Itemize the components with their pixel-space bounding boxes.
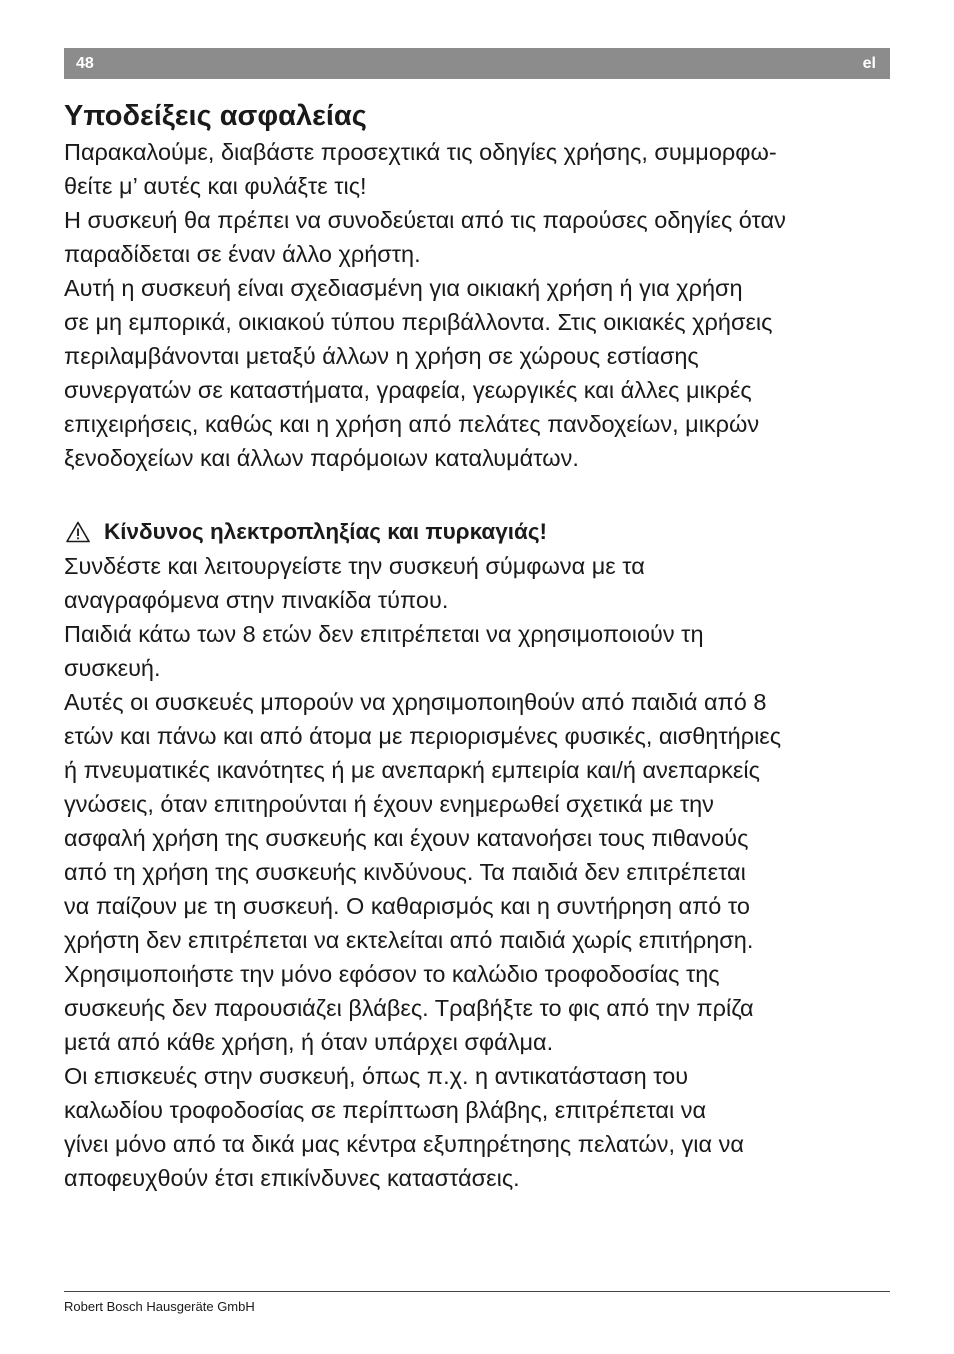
- page-content: [64, 97, 894, 1195]
- page-number: 48: [76, 55, 94, 72]
- text-line: Αυτή η συσκευή είναι σχεδιασμένη για οικιακή χρήση ή για χρήση: [64, 275, 743, 301]
- warning-heading: [64, 515, 894, 549]
- text-line: Χρησιμοποιήστε την μόνο εφόσον το καλώδιο τροφοδοσίας της: [64, 961, 720, 987]
- text-line: Αυτές οι συσκευές μπορούν να χρησιμοποιηθούν από παιδιά από 8: [64, 689, 767, 715]
- warning-triangle-icon: [66, 521, 90, 543]
- text-line: χρήστη δεν επιτρέπεται να εκτελείται από παιδιά χωρίς επιτήρηση.: [64, 927, 754, 953]
- footer-company: Robert Bosch Hausgeräte GmbH: [64, 1299, 255, 1314]
- text-line: Παρακαλούμε, διαβάστε προσεχτικά τις οδηγίες χρήσης, συμμορφω-: [64, 139, 777, 165]
- language-code: el: [862, 55, 876, 72]
- text-line: από τη χρήση της συσκευής κινδύνους. Τα παιδιά δεν επιτρέπεται: [64, 859, 746, 885]
- text-line: επιχειρήσεις, καθώς και η χρήση από πελάτες πανδοχείων, μικρών: [64, 411, 760, 437]
- text-line: Παιδιά κάτω των 8 ετών δεν επιτρέπεται να χρησιμοποιούν τη: [64, 621, 704, 647]
- text-line: περιλαμβάνονται μεταξύ άλλων η χρήση σε χώρους εστίασης: [64, 343, 699, 369]
- text-line: Συνδέστε και λειτουργείστε την συσκευή σύμφωνα με τα: [64, 553, 645, 579]
- section-spacer: [64, 475, 894, 515]
- footer-divider: [64, 1291, 890, 1292]
- text-line: αποφευχθούν έτσι επικίνδυνες καταστάσεις.: [64, 1165, 520, 1191]
- text-line: καλωδίου τροφοδοσίας σε περίπτωση βλάβης, επιτρέπεται να: [64, 1097, 707, 1123]
- warning-paragraph: [64, 549, 894, 1195]
- text-line: ή πνευματικές ικανότητες ή με ανεπαρκή εμπειρία και/ή ανεπαρκείς: [64, 757, 760, 783]
- text-line: θείτε μ’ αυτές και φυλάξτε τις!: [64, 173, 367, 199]
- page-header-bar: [64, 48, 890, 79]
- text-line: παραδίδεται σε έναν άλλο χρήστη.: [64, 241, 421, 267]
- text-line: γνώσεις, όταν επιτηρούνται ή έχουν ενημερωθεί σχετικά με την: [64, 791, 714, 817]
- text-line: Η συσκευή θα πρέπει να συνοδεύεται από τις παρούσες οδηγίες όταν: [64, 207, 786, 233]
- text-line: αναγραφόμενα στην πινακίδα τύπου.: [64, 587, 449, 613]
- text-line: ασφαλή χρήση της συσκευής και έχουν κατανοήσει τους πιθανούς: [64, 825, 749, 851]
- text-line: μετά από κάθε χρήση, ή όταν υπάρχει σφάλμα.: [64, 1029, 554, 1055]
- text-line: συσκευής δεν παρουσιάζει βλάβες. Τραβήξτε το φις από την πρίζα: [64, 995, 754, 1021]
- page-title: Υποδείξεις ασφαλείας: [64, 100, 367, 132]
- text-line: σε μη εμπορικά, οικιακού τύπου περιβάλλοντα. Στις οικιακές χρήσεις: [64, 309, 773, 335]
- text-line: συνεργατών σε καταστήματα, γραφεία, γεωργικές και άλλες μικρές: [64, 377, 752, 403]
- text-line: Οι επισκευές στην συσκευή, όπως π.χ. η αντικατάσταση του: [64, 1063, 689, 1089]
- text-line: ετών και πάνω και από άτομα με περιορισμένες φυσικές, αισθητήριες: [64, 723, 782, 749]
- text-line: γίνει μόνο από τα δικά μας κέντρα εξυπηρέτησης πελατών, για να: [64, 1131, 744, 1157]
- intro-paragraph: [64, 135, 894, 475]
- warning-heading-text: Κίνδυνος ηλεκτροπληξίας και πυρκαγιάς!: [104, 519, 548, 544]
- text-line: συσκευή.: [64, 655, 161, 681]
- text-line: να παίζουν με τη συσκευή. Ο καθαρισμός και η συντήρηση από το: [64, 893, 750, 919]
- text-line: ξενοδοχείων και άλλων παρόμοιων καταλυμάτων.: [64, 445, 579, 471]
